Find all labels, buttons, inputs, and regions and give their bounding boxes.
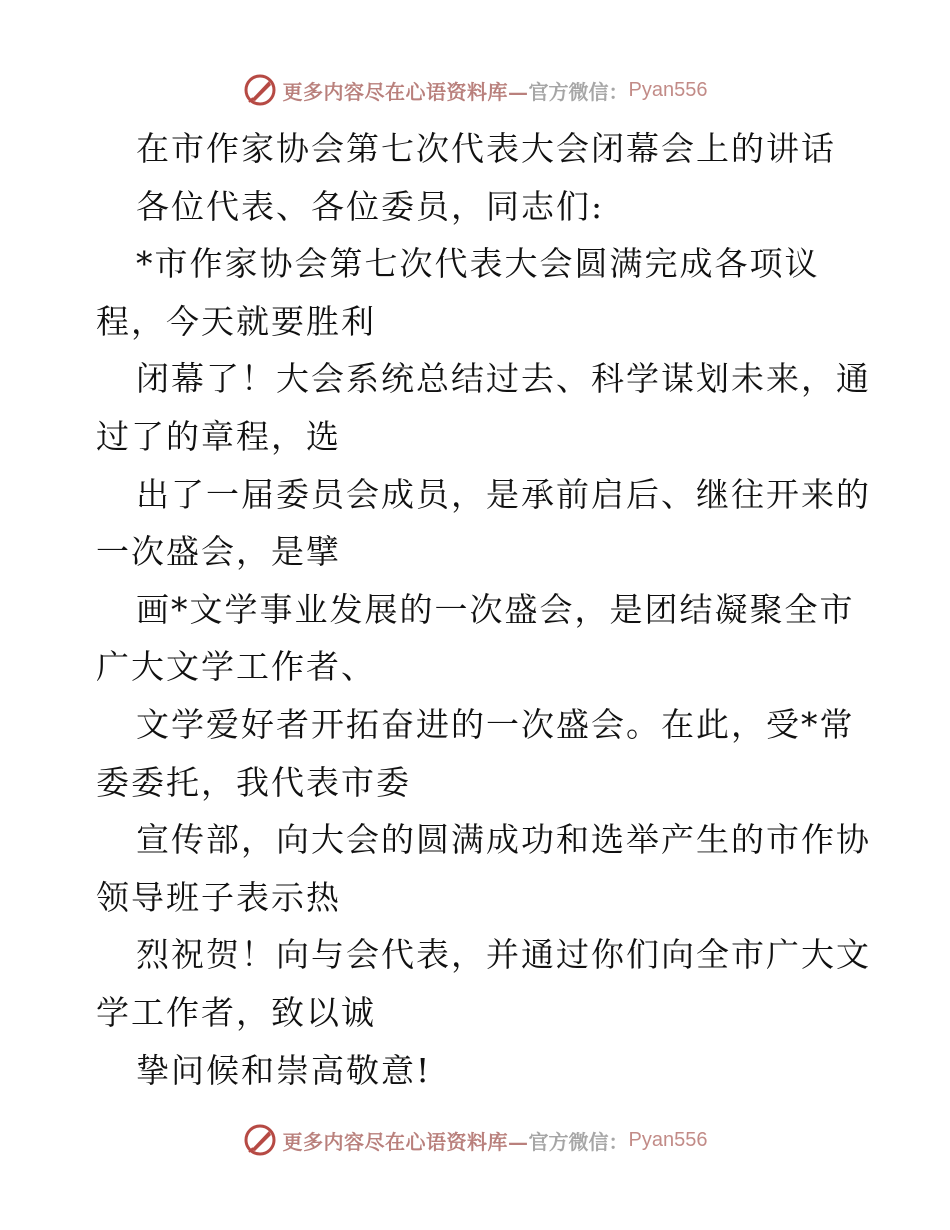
body-line: 过了的章程，选: [96, 416, 341, 456]
body-line: 广大文学工作者、: [96, 647, 376, 687]
body-line: 程，今天就要胜利: [96, 301, 376, 341]
header-wechat-label: 官方微信：: [528, 79, 629, 104]
body-line: 出了一届委员会成员，是承前启后、继往开来的: [136, 474, 871, 514]
salutation: 各位代表、各位委员，同志们:: [136, 186, 605, 226]
body-line: 宣传部，向大会的圆满成功和选举产生的市作协: [136, 820, 871, 860]
body-line: 一次盛会，是擘: [96, 532, 341, 572]
header-banner: [0, 70, 950, 110]
quill-logo-icon: [243, 73, 277, 107]
body-line: 烈祝贺！向与会代表，并通过你们向全市广大文: [136, 935, 871, 975]
quill-logo-icon: [243, 1123, 277, 1157]
body-line: 文学爱好者开拓奋进的一次盛会。在此，受*常: [136, 704, 855, 744]
body-line: 领导班子表示热: [96, 877, 341, 917]
footer-banner: [0, 1120, 950, 1160]
speech-body: [96, 120, 871, 1099]
body-line: 画*文学事业发展的一次盛会，是团结凝聚全市: [136, 589, 855, 629]
body-line: 挚问候和崇高敬意!: [136, 1050, 432, 1090]
body-line: 闭幕了！大会系统总结过去、科学谋划未来，通: [136, 359, 871, 399]
footer-wechat-label: 官方微信：: [528, 1129, 629, 1154]
body-line: *市作家协会第七次代表大会圆满完成各项议: [136, 244, 820, 284]
footer-promo-text: 更多内容尽在心语资料库—: [282, 1129, 529, 1154]
body-line: 委委托，我代表市委: [96, 762, 411, 802]
body-line: 学工作者，致以诚: [96, 992, 376, 1032]
header-wechat-id: Pyan556: [628, 78, 708, 101]
speech-title: 在市作家协会第七次代表大会闭幕会上的讲话: [136, 129, 836, 168]
footer-wechat-id: Pyan556: [628, 1128, 708, 1151]
header-promo-text: 更多内容尽在心语资料库—: [282, 79, 529, 104]
